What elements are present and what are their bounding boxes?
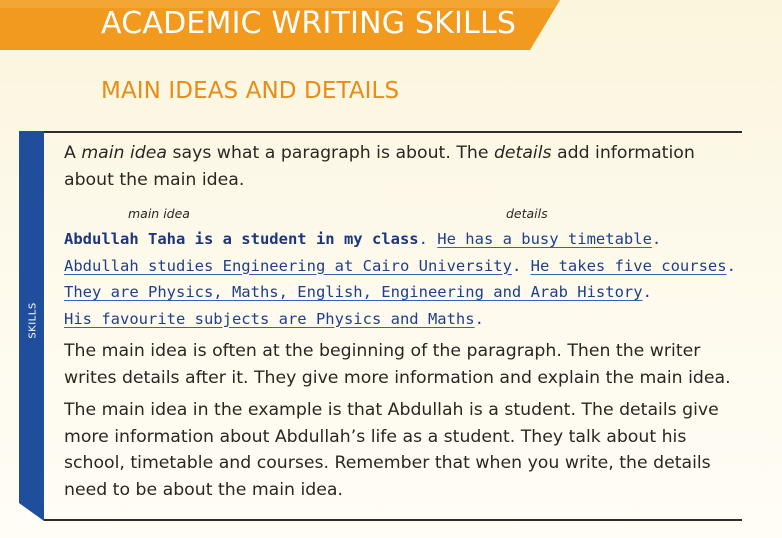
intro-term-details: details [493, 143, 552, 163]
example-line-1 [64, 226, 734, 253]
example-line-2 [64, 253, 734, 280]
handwritten-example [64, 226, 734, 332]
main-idea-sentence: Abdullah Taha is a student in my class [64, 230, 419, 248]
detail-sentence-1: He has a busy timetable [437, 230, 652, 248]
intro-paragraph [64, 140, 734, 194]
skills-label-text: SKILLS [27, 301, 39, 339]
detail-sentence-4: They are Physics, Maths, English, Engineering and Arab History [64, 283, 643, 301]
punctuation: . [511, 256, 531, 275]
page-title: ACADEMIC WRITING SKILLS [101, 6, 517, 41]
explanation-paragraph-2: The main idea in the example is that Abdullah is a student. The details give more information about Abdullah’s life as a student. They talk about his school, timetable and courses. Remember that when you write, the details need to be about the main idea. [64, 400, 719, 500]
example-line-3 [64, 279, 734, 306]
example-labels [64, 206, 734, 226]
intro-text-3: add information about the main idea. [64, 143, 695, 190]
skills-box-content [64, 140, 734, 503]
punctuation: . [642, 283, 652, 301]
detail-sentence-3: He takes five courses [530, 256, 727, 275]
box-bottom-rule [44, 519, 742, 521]
punctuation: . [474, 309, 484, 328]
example-line-4 [64, 306, 734, 333]
skills-sidebar-label [20, 300, 46, 340]
intro-term-main-idea: main idea [81, 143, 167, 163]
section-heading: MAIN IDEAS AND DETAILS [101, 78, 400, 104]
punctuation: . [726, 256, 736, 275]
details-label: details [506, 206, 548, 221]
explanation-paragraph-1: The main idea is often at the beginning of the paragraph. Then the writer writes details after it. They give more information and explain the main idea. [64, 341, 731, 388]
detail-sentence-5: His favourite subjects are Physics and Maths [64, 309, 475, 328]
punctuation: . [418, 230, 438, 248]
intro-text-1: A [64, 143, 82, 163]
main-idea-label: main idea [128, 206, 190, 221]
box-top-rule [44, 131, 742, 133]
punctuation: . [651, 230, 662, 248]
intro-text-2: says what a paragraph is about. The [167, 143, 494, 163]
detail-sentence-2: Abdullah studies Engineering at Cairo University [64, 256, 512, 275]
